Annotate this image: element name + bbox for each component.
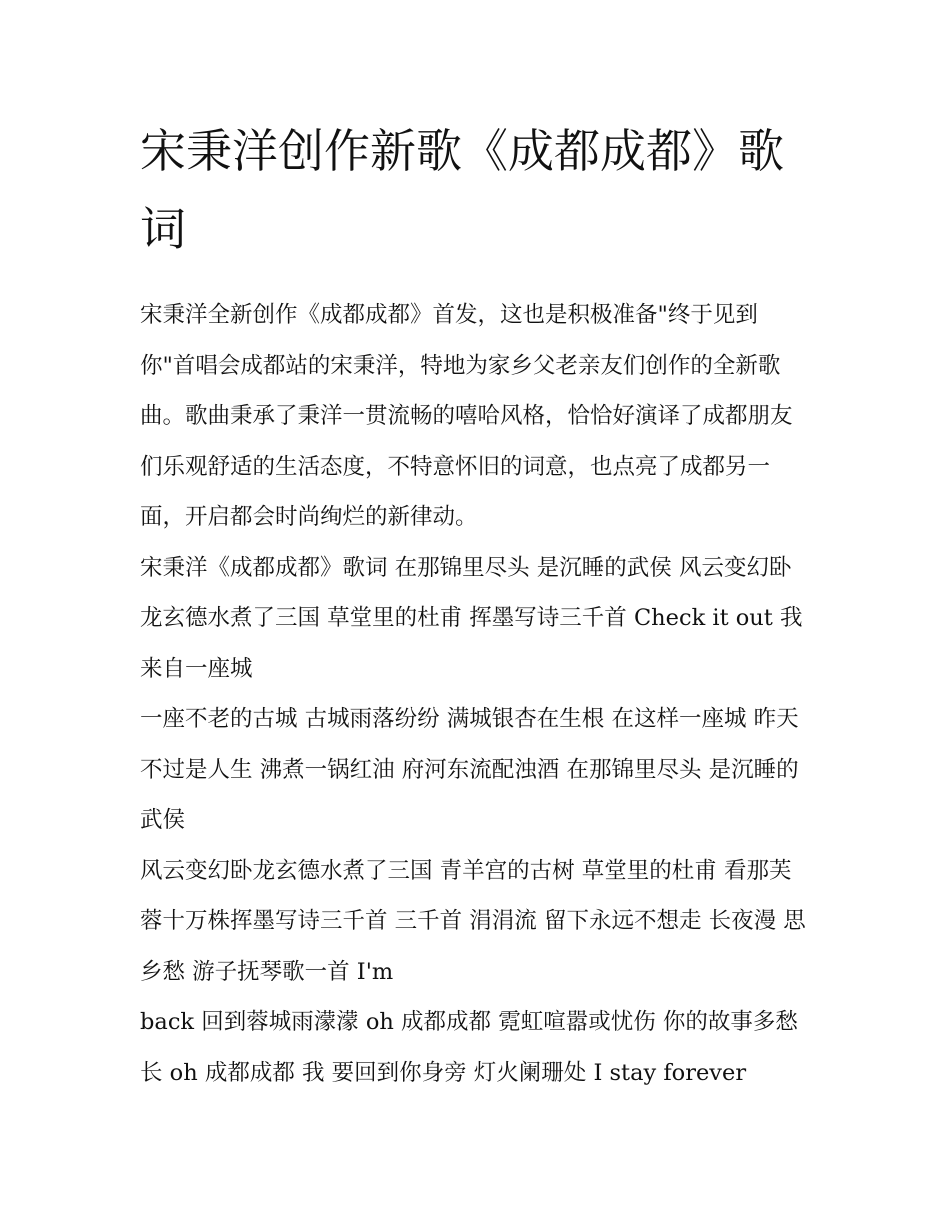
paragraph-intro: 宋秉洋全新创作《成都成都》首发，这也是积极准备"终于见到你"首唱会成都站的宋秉洋，特地为家乡父老亲友们创作的全新歌曲。歌曲秉承了秉洋一贯流畅的嘻哈风格，恰恰好演译了成都朋友们乐观舒适的生活态度，不特意怀旧的词意，也点亮了成都另一面，开启都会时尚绚烂的新律动。 (140, 302, 793, 530)
document-page (140, 112, 812, 1098)
paragraph-lyrics-2: 一座不老的古城 古城雨落纷纷 满城银杏在生根 在这样一座城 昨天不过是人生 沸煮一锅红油 府河东流配浊酒 在那锦里尽头 是沉睡的武侯 (140, 706, 799, 833)
document-body (140, 290, 812, 1098)
paragraph-lyrics-1: 宋秉洋《成都成都》歌词 在那锦里尽头 是沉睡的武侯 风云变幻卧龙玄德水煮了三国 草堂里的杜甫 挥墨写诗三千首 Check it out 我来自一座城 (140, 554, 803, 682)
paragraph-lyrics-4: back 回到蓉城雨濛濛 oh 成都成都 霓虹喧嚣或忧伤 你的故事多愁长 oh 成都成都 我 要回到你身旁 灯火阑珊处 I stay forever (140, 1009, 798, 1086)
document-title: 宋秉洋创作新歌《成都成都》歌词 (140, 124, 784, 256)
paragraph-lyrics-3: 风云变幻卧龙玄德水煮了三国 青羊宫的古树 草堂里的杜甫 看那芙蓉十万株挥墨写诗三千首 三千首 涓涓流 留下永远不想走 长夜漫 思乡愁 游子抚琴歌一首 I'm (140, 857, 806, 985)
